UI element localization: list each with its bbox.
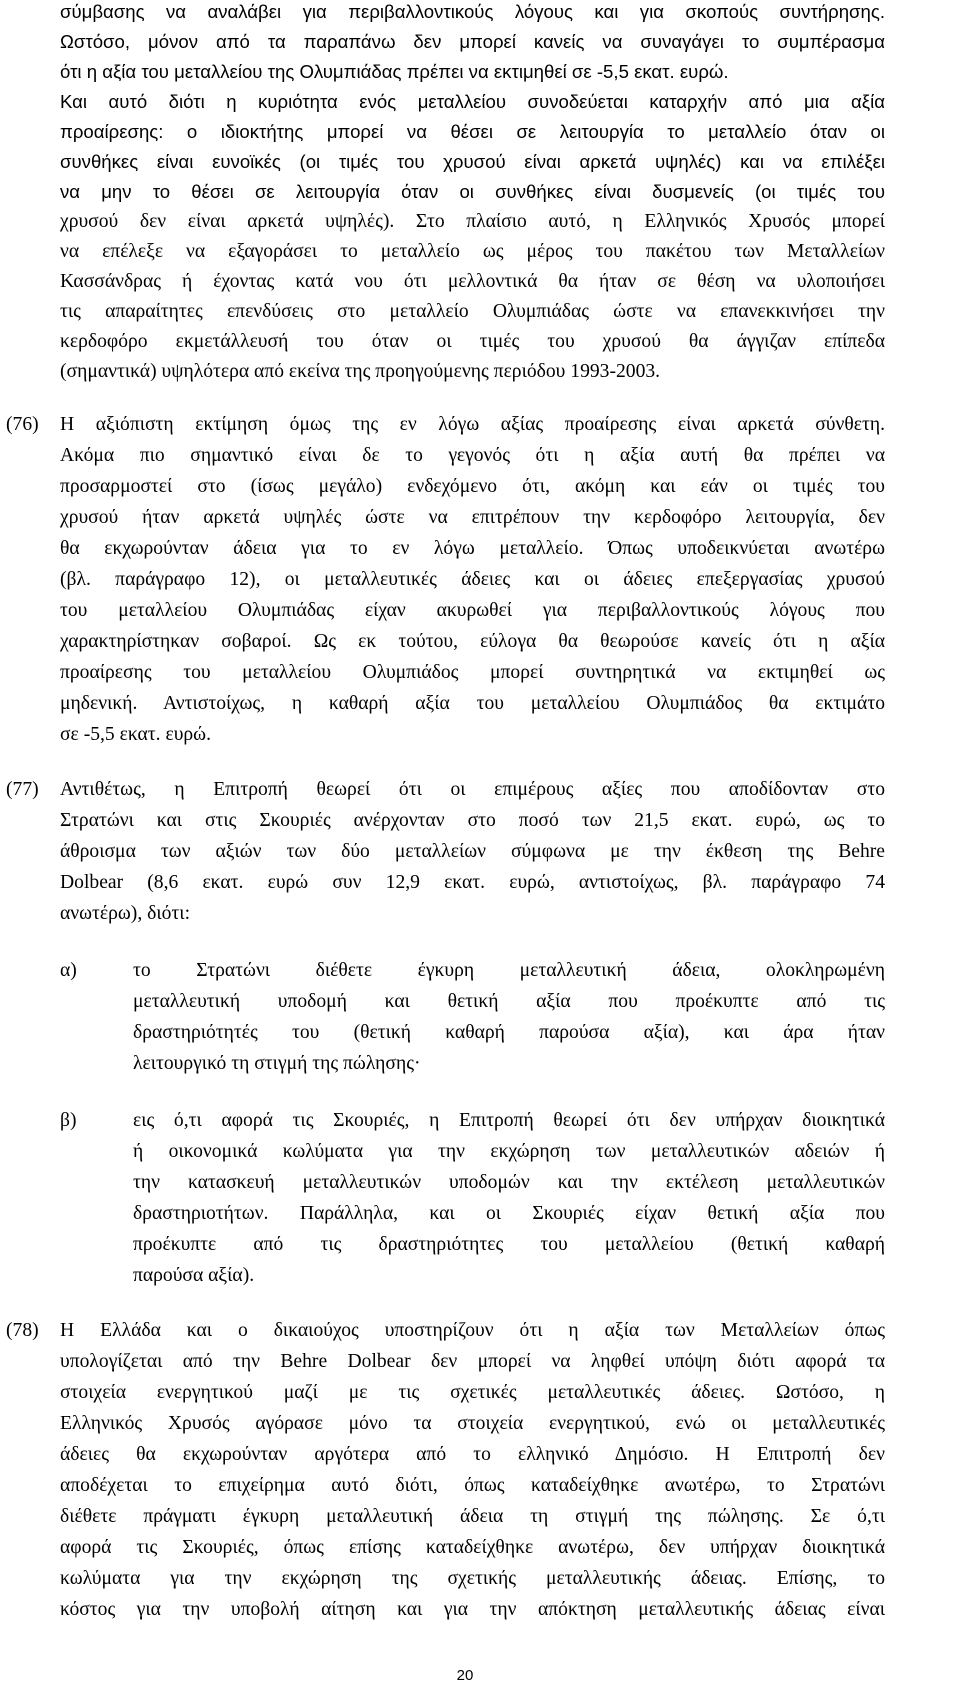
text-line: τις απαραίτητες επενδύσεις στο μεταλλείο Ολυμπιάδας ώστε να επανεκκινήσει την [60, 301, 885, 322]
text-line: άθροισμα των αξιών των δύο μεταλλείων σύμφωνα με την έκθεση της Behre [60, 841, 885, 862]
text-line: μηδενική. Αντιστοίχως, η καθαρή αξία του μεταλλείου Ολυμπιάδος θα εκτιμάτο [60, 693, 885, 714]
text-line: στοιχεία ενεργητικού μαζί με τις σχετικές μεταλλευτικές άδειες. Ωστόσο, η [60, 1382, 885, 1403]
text-line: (βλ. παράγραφο 12), οι μεταλλευτικές άδειες και οι άδειες επεξεργασίας χρυσού [60, 569, 885, 590]
text-line: Και αυτό διότι η κυριότητα ενός μεταλλείου συνοδεύεται καταρχήν από μια αξία [60, 91, 885, 112]
paragraph-number: (78) [6, 1320, 39, 1341]
text-line: άδειες θα εκχωρούνταν αργότερα από το ελληνικό Δημόσιο. Η Επιτροπή δεν [60, 1444, 885, 1465]
text-line: κόστος για την υποβολή αίτηση και για την απόκτηση μεταλλευτικής άδειας είναι [60, 1599, 885, 1620]
list-item-letter: β) [60, 1110, 77, 1131]
text-line: Ωστόσο, μόνον από τα παραπάνω δεν μπορεί κανείς να συναγάγει το συμπέρασμα [60, 31, 885, 52]
text-line: του μεταλλείου Ολυμπιάδας είχαν ακυρωθεί για περιβαλλοντικούς λόγους που [60, 600, 885, 621]
text-line: Η Ελλάδα και ο δικαιούχος υποστηρίζουν ότι η αξία των Μεταλλείων όπως [60, 1320, 885, 1341]
text-line: προαίρεσης του μεταλλείου Ολυμπιάδος μπορεί συντηρητικά να εκτιμηθεί ως [60, 662, 885, 683]
text-line: προαίρεσης: ο ιδιοκτήτης μπορεί να θέσει σε λειτουργία το μεταλλείο όταν οι [60, 121, 885, 142]
text-line: συνθήκες είναι ευνοϊκές (οι τιμές του χρυσού είναι αρκετά υψηλές) και να επιλέξει [60, 151, 885, 172]
text-line: κωλύματα για την εκχώρηση της σχετικής μεταλλευτικής άδειας. Επίσης, το [60, 1568, 885, 1589]
text-line: χρυσού ήταν αρκετά υψηλές ώστε να επιτρέπουν την κερδοφόρο λειτουργία, δεν [60, 507, 885, 528]
text-line: προέκυπτε από τις δραστηριότητες του μεταλλείου (θετική καθαρή [133, 1234, 885, 1255]
text-line: Ακόμα πιο σημαντικό είναι δε το γεγονός ότι η αξία αυτή θα πρέπει να [60, 445, 885, 466]
text-line: να μην το θέσει σε λειτουργία όταν οι συνθήκες είναι δυσμενείς (οι τιμές του [60, 181, 885, 202]
text-line: Αντιθέτως, η Επιτροπή θεωρεί ότι οι επιμέρους αξίες που αποδίδονταν στο [60, 779, 885, 800]
text-line: θα εκχωρούνταν άδεια για το εν λόγω μεταλλείο. Όπως υποδεικνύεται ανωτέρω [60, 538, 885, 559]
text-line: ότι η αξία του μεταλλείου της Ολυμπιάδας πρέπει να εκτιμηθεί σε -5,5 εκατ. ευρώ. [60, 61, 729, 82]
text-line: Dolbear (8,6 εκατ. ευρώ συν 12,9 εκατ. ευρώ, αντιστοίχως, βλ. παράγραφο 74 [60, 872, 885, 893]
text-line: προσαρμοστεί στο (ίσως μεγάλο) ενδεχόμενο ότι, ακόμη και εάν οι τιμές του [60, 476, 885, 497]
text-line: Στρατώνι και στις Σκουριές ανέρχονταν στο ποσό των 21,5 εκατ. ευρώ, ως το [60, 810, 885, 831]
text-line: να επέλεξε να εξαγοράσει το μεταλλείο ως μέρος του πακέτου των Μεταλλείων [60, 241, 885, 262]
text-line: παρούσα αξία). [133, 1265, 255, 1286]
list-item-letter: α) [60, 960, 77, 981]
text-line: σύμβασης να αναλάβει για περιβαλλοντικούς λόγους και για σκοπούς συντήρησης. [60, 1, 885, 22]
text-line: λειτουργικό τη στιγμή της πώλησης· [133, 1053, 421, 1074]
paragraph-number: (76) [6, 414, 39, 435]
text-line: δραστηριότητές του (θετική καθαρή παρούσα αξία), και άρα ήταν [133, 1022, 885, 1043]
text-line: Η αξιόπιστη εκτίμηση όμως της εν λόγω αξίας προαίρεσης είναι αρκετά σύνθετη. [60, 414, 885, 435]
text-line: ανωτέρω), διότι: [60, 903, 191, 924]
text-line: ή οικονομικά κωλύματα για την εκχώρηση των μεταλλευτικών αδειών ή [133, 1141, 885, 1162]
text-line: αποδέχεται το επιχείρημα αυτό διότι, όπως καταδείχθηκε ανωτέρω, το Στρατώνι [60, 1475, 885, 1496]
text-line: Ελληνικός Χρυσός αγόρασε μόνο τα στοιχεία ενεργητικού, ενώ οι μεταλλευτικές [60, 1413, 885, 1434]
text-line: το Στρατώνι διέθετε έγκυρη μεταλλευτική άδεια, ολοκληρωμένη [133, 960, 885, 981]
page-number: 20 [456, 1667, 474, 1684]
text-line: (σημαντικά) υψηλότερα από εκείνα της προηγούμενης περιόδου 1993-2003. [60, 361, 661, 382]
text-line: σε -5,5 εκατ. ευρώ. [60, 724, 211, 745]
text-line: κερδοφόρο εκμετάλλευσή του όταν οι τιμές του χρυσού θα άγγιζαν επίπεδα [60, 331, 885, 352]
paragraph-number: (77) [6, 779, 39, 800]
text-line: χρυσού δεν είναι αρκετά υψηλές). Στο πλαίσιο αυτό, η Ελληνικός Χρυσός μπορεί [60, 211, 885, 232]
text-line: διέθετε πράγματι έγκυρη μεταλλευτική άδεια τη στιγμή της πώλησης. Σε ό,τι [60, 1506, 885, 1527]
text-line: μεταλλευτική υποδομή και θετική αξία που προέκυπτε από τις [133, 991, 885, 1012]
text-line: αφορά τις Σκουριές, όπως επίσης καταδείχθηκε ανωτέρω, δεν υπήρχαν διοικητικά [60, 1537, 885, 1558]
text-line: υπολογίζεται από την Behre Dolbear δεν μπορεί να ληφθεί υπόψη διότι αφορά τα [60, 1351, 885, 1372]
text-line: Κασσάνδρας ή έχοντας κατά νου ότι μελλοντικά θα ήταν σε θέση να υλοποιήσει [60, 271, 885, 292]
text-line: χαρακτηρίστηκαν σοβαροί. Ως εκ τούτου, εύλογα θα θεωρούσε κανείς ότι η αξία [60, 631, 885, 652]
text-line: την κατασκευή μεταλλευτικών υποδομών και την εκτέλεση μεταλλευτικών [133, 1172, 885, 1193]
text-line: εις ό,τι αφορά τις Σκουριές, η Επιτροπή θεωρεί ότι δεν υπήρχαν διοικητικά [133, 1110, 885, 1131]
text-line: δραστηριοτήτων. Παράλληλα, και οι Σκουριές είχαν θετική αξία που [133, 1203, 885, 1224]
